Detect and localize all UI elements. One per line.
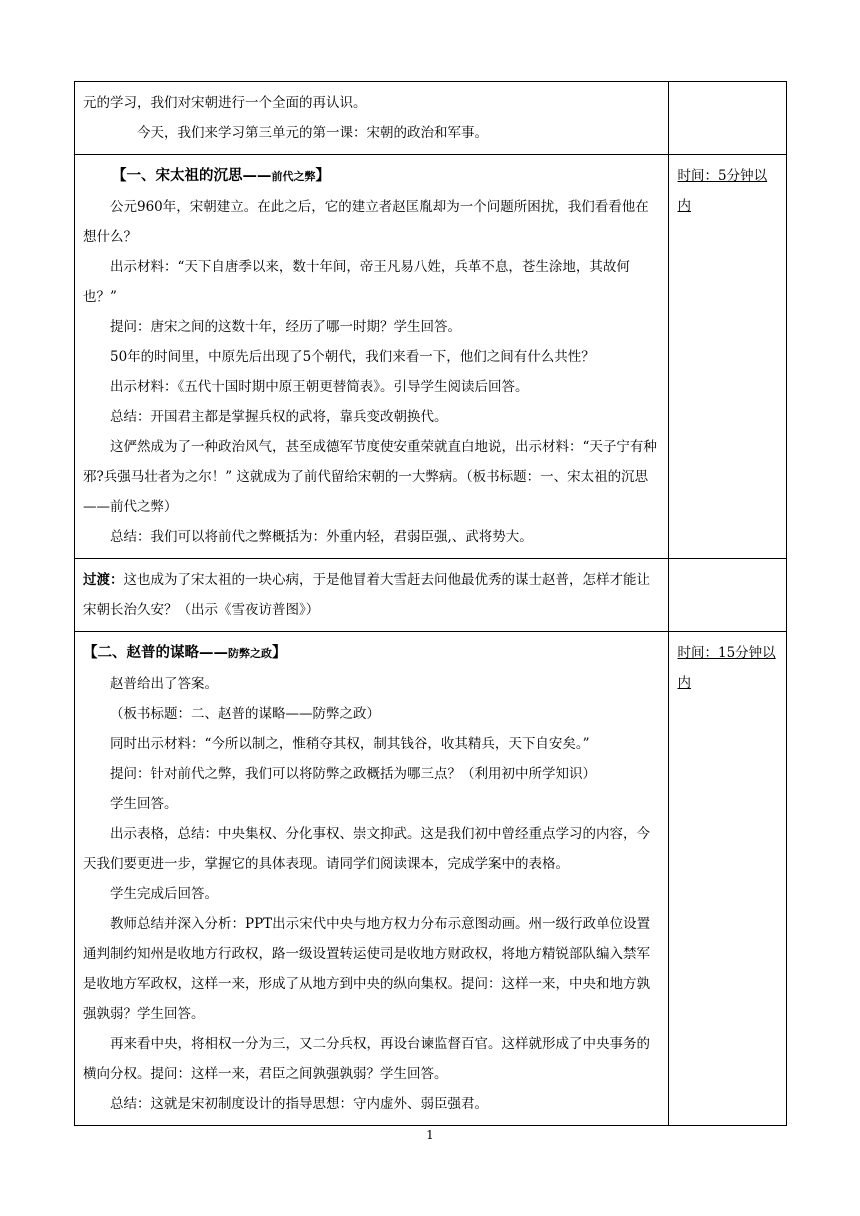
transition-label: 过渡： [83, 572, 124, 588]
paragraph: 公元960年，宋朝建立。在此之后，它的建立者赵匡胤却为一个问题所困扰，我们看看他在想什么？ [83, 199, 649, 245]
paragraph: 教师总结并深入分析：PPT出示宋代中央与地方权力分布示意图动画。州一级行政单位设置通判制约知州是收地方行政权，路一级设置转运使司是收地方财政权，将地方精锐部队编入禁军是收地方军政权，这样一来，形成了从地方到中央的纵向集权。提问：这样一来，中央和地方孰强孰弱？学生回答。 [83, 916, 651, 1022]
paragraph: 提问：唐宋之间的这数十年，经历了哪一时期？学生回答。 [110, 319, 461, 335]
paragraph: 出示材料：《五代十国时期中原王朝更替简表》。引导学生阅读后回答。 [110, 379, 529, 395]
section-heading: 【一、宋太祖的沉思——前代之弊】 [112, 168, 330, 184]
paragraph: 赵普给出了答案。 [110, 676, 218, 692]
paragraph: 总结：开国君主都是掌握兵权的武将，靠兵变改朝换代。 [110, 409, 448, 425]
section-one-cell [75, 155, 669, 559]
paragraph: （板书标题：二、赵普的谋略——防弊之政） [110, 706, 380, 722]
paragraph: 出示表格，总结：中央集权、分化事权、崇文抑武。这是我们初中曾经重点学习的内容，今天我们要更进一步，掌握它的具体表现。请同学们阅读课本，完成学案中的表格。 [83, 826, 650, 872]
empty-time-cell [668, 559, 787, 632]
table-row [75, 632, 787, 1126]
paragraph: 提问：针对前代之弊，我们可以将防弊之政概括为哪三点？（利用初中所学知识） [110, 766, 596, 782]
paragraph: 学生完成后回答。 [110, 886, 218, 902]
table-row [75, 155, 787, 559]
paragraph: 总结：这就是宋初制度设计的指导思想：守内虚外、弱臣强君。 [110, 1096, 488, 1112]
paragraph: 过渡：这也成为了宋太祖的一块心病，于是他冒着大雪赶去问他最优秀的谋士赵普，怎样才能让宋朝长治久安？（出示《雪夜访普图》） [83, 572, 650, 618]
paragraph: 50年的时间里，中原先后出现了5个朝代，我们来看一下，他们之间有什么共性？ [110, 349, 595, 365]
table-row [75, 82, 787, 155]
paragraph: 元的学习，我们对宋朝进行一个全面的再认识。 [83, 95, 367, 111]
lesson-plan-table [74, 81, 787, 1126]
section-two-cell [75, 632, 669, 1126]
paragraph: 同时出示材料：“今所以制之，惟稍夺其权，制其钱谷，收其精兵，天下自安矣。” [110, 736, 590, 752]
intro-cell [75, 82, 669, 155]
page-number: 1 [426, 1128, 434, 1142]
time-cell [668, 155, 787, 559]
time-cell [668, 632, 787, 1126]
paragraph: 今天，我们来学习第三单元的第一课：宋朝的政治和军事。 [137, 125, 488, 141]
transition-cell [75, 559, 669, 632]
table-row [75, 559, 787, 632]
empty-time-cell [668, 82, 787, 155]
section-heading: 【二、赵普的谋略——防弊之政】 [83, 645, 287, 661]
time-note: 时间：5分钟以内 [677, 168, 768, 214]
paragraph: 出示材料：“天下自唐季以来，数十年间，帝王凡易八姓，兵革不息，苍生涂地，其故何也？” [83, 259, 630, 305]
paragraph: 学生回答。 [110, 796, 178, 812]
paragraph: 这俨然成为了一种政治风气，甚至成德军节度使安重荣就直白地说，出示材料：“天子宁有种邪?兵强马壮者为之尔！” 这就成为了前代留给宋朝的一大弊病。（板书标题：一、宋太祖的沉思——前代之弊） [83, 439, 657, 515]
time-note: 时间：15分钟以内 [677, 645, 776, 691]
paragraph: 总结：我们可以将前代之弊概括为：外重内轻，君弱臣强,、武将势大。 [110, 529, 533, 545]
paragraph: 再来看中央，将相权一分为三，又二分兵权，再设台谏监督百官。这样就形成了中央事务的横向分权。提问：这样一来，君臣之间孰强孰弱？学生回答。 [83, 1036, 650, 1082]
